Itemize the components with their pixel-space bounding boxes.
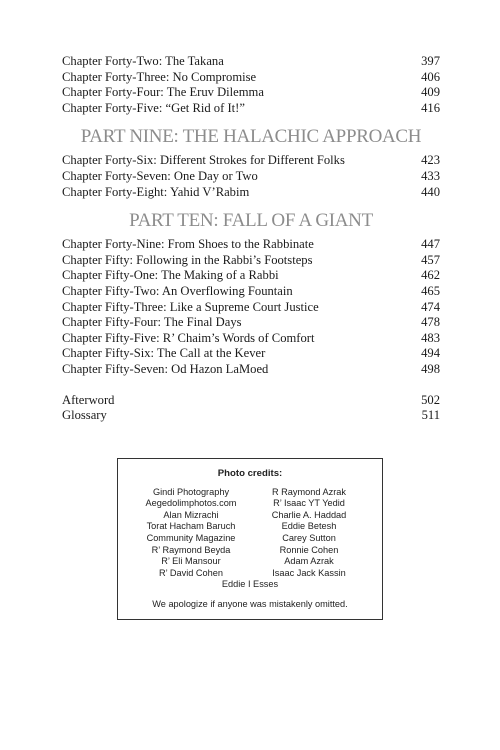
toc-entry <box>62 315 440 331</box>
chapter-title: Chapter Forty-Four: The Eruv Dilemma <box>62 85 264 100</box>
credit-name: R’ Raymond Beyda <box>151 544 231 555</box>
section-gap <box>62 378 440 393</box>
toc-entry <box>62 85 440 101</box>
chapter-title: Chapter Fifty-Two: An Overflowing Fountain <box>62 283 293 298</box>
page-number: 447 <box>421 237 440 252</box>
credit-name: R’ Eli Mansour <box>161 556 221 567</box>
chapter-title: Chapter Fifty-Six: The Call at the Kever <box>62 346 266 361</box>
page-number: 397 <box>421 54 440 68</box>
credit-names <box>118 487 382 580</box>
toc-entry-afterword <box>62 393 440 409</box>
chapter-title: Chapter Forty-Six: Different Strokes for Different Folks <box>62 153 345 168</box>
credit-name: Adam Azrak <box>284 556 334 567</box>
credit-column-right <box>250 487 368 580</box>
credit-name: Aegedolimphotos.com <box>145 498 237 509</box>
page-number: 416 <box>421 100 440 115</box>
page-number: 433 <box>421 168 440 183</box>
credit-name: Eddie Betesh <box>281 521 337 532</box>
chapter-title: Chapter Forty-Five: “Get Rid of It!” <box>62 100 245 115</box>
toc-entry <box>62 362 440 378</box>
credit-name: R Raymond Azrak <box>271 486 347 497</box>
chapter-title: Chapter Forty-Eight: Yahid V’Rabim <box>62 184 250 199</box>
chapter-title: Chapter Forty-Seven: One Day or Two <box>62 168 258 183</box>
chapter-title: Chapter Fifty-Three: Like a Supreme Court Justice <box>62 299 319 314</box>
credit-name: R’ David Cohen <box>158 567 223 578</box>
chapter-title: Chapter Fifty-Five: R’ Chaim’s Words of Comfort <box>62 330 315 345</box>
credit-name: Carey Sutton <box>282 532 336 543</box>
page-number: 502 <box>421 392 440 407</box>
credit-name: R’ Isaac YT Yedid <box>273 498 345 509</box>
toc-entry <box>62 346 440 362</box>
toc-entry <box>62 253 440 269</box>
toc-entry <box>62 101 440 117</box>
toc-entry <box>62 153 440 169</box>
chapter-title: Chapter Fifty: Following in the Rabbi’s Footsteps <box>62 252 313 267</box>
page-number: 465 <box>421 283 440 298</box>
credit-name: Alan Mizrachi <box>163 509 219 520</box>
table-of-contents <box>62 54 440 424</box>
page-number: 478 <box>421 315 440 330</box>
toc-entry <box>62 331 440 347</box>
page-number: 511 <box>421 408 440 423</box>
page-number: 483 <box>421 330 440 345</box>
chapter-title: Chapter Fifty-One: The Making of a Rabbi <box>62 268 279 283</box>
chapter-title: Chapter Forty-Nine: From Shoes to the Rabbinate <box>62 237 314 252</box>
page-number: 406 <box>421 69 440 84</box>
credit-name: Ronnie Cohen <box>279 544 339 555</box>
credit-column-left <box>132 487 250 580</box>
entry-title: Glossary <box>62 408 107 423</box>
page-number: 423 <box>421 153 440 168</box>
chapter-title: Chapter Forty-Three: No Compromise <box>62 69 257 84</box>
page-number: 494 <box>421 346 440 361</box>
chapter-title: Chapter Fifty-Seven: Od Hazon LaMoed <box>62 361 269 376</box>
chapter-title: Chapter Fifty-Four: The Final Days <box>62 315 242 330</box>
toc-entry <box>62 185 440 201</box>
toc-entry <box>62 268 440 284</box>
page-number: 474 <box>421 299 440 314</box>
entry-title: Afterword <box>62 392 115 407</box>
part-ten-heading: PART TEN: FALL OF A GIANT <box>129 210 373 232</box>
chapter-title: Chapter Forty-Two: The Takana <box>62 54 224 68</box>
toc-entry <box>62 169 440 185</box>
page-number: 457 <box>421 252 440 267</box>
credit-name: Charlie A. Haddad <box>271 509 347 520</box>
toc-entry <box>62 300 440 316</box>
toc-entry-glossary <box>62 408 440 424</box>
photo-credits-box <box>117 458 383 620</box>
page-number: 409 <box>421 85 440 100</box>
credit-name: Gindi Photography <box>152 486 230 497</box>
page-number: 498 <box>421 361 440 376</box>
credit-name-centered: Eddie I Esses <box>221 579 279 590</box>
credit-name: Isaac Jack Kassin <box>272 567 346 578</box>
toc-entry <box>62 284 440 300</box>
page-number: 462 <box>421 268 440 283</box>
credit-name: Torat Hacham Baruch <box>146 521 236 532</box>
part-nine-heading: PART NINE: THE HALACHIC APPROACH <box>80 126 422 148</box>
apology-note: We apologize if anyone was mistakenly omitted. <box>152 598 348 609</box>
page-number: 440 <box>421 184 440 199</box>
toc-entry <box>62 237 440 253</box>
toc-entry <box>62 54 440 70</box>
photo-credits-title: Photo credits: <box>217 468 283 479</box>
toc-entry <box>62 70 440 86</box>
credit-name: Community Magazine <box>146 532 236 543</box>
